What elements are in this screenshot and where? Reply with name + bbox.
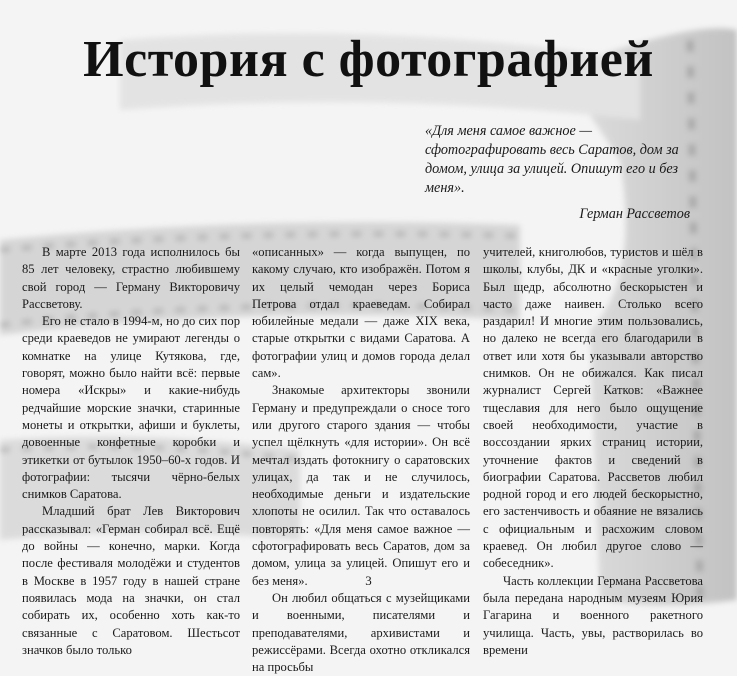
quote-text: «Для меня самое важное — сфотографировать весь Саратов, дом за домом, улица за улицей. Опишут его и без меня». (425, 123, 679, 196)
paragraph: В марте 2013 года исполнилось бы 85 лет человеку, страстно любившему свой город — Герману Викторовичу Рассветову. (22, 245, 240, 311)
page-number: 3 (365, 573, 372, 588)
epigraph-quote (425, 122, 690, 224)
paragraph: Его не стало в 1994-м, но до сих пор среди краеведов не умирают легенды о комнатке на улице Кутякова, где, говорят, можно было найти всё: первые номера «Искры» и какие-нибудь редчайшие морские значки, старинные монеты и открытки, афиши и буклеты, довоенные конфетные коробки и этикетки от бутылок 1950–60-х годов. И фотографии: тысячи чёрно-белых снимков Саратова. (22, 314, 240, 502)
paragraph: учителей, книголюбов, туристов и шёл в школы, клубы, ДК и «красные уголки». Был щедр, абсолютно бескорыстен и часто даже наивен. Столько всего раздарил! И многие этим пользовались, но далеко не всегда его благодарили в ответ или хотя бы указывали авторство снимков. Он не обижался. Как писал журналист Сергей Катков: «Важнее тщеславия для него было ощущение своей необходимости, участие в воссоздании ярких страниц истории, уточнение фактов и сведений в биографии Саратова. Рассветов любил родной город и его людей бескорыстно, его застенчивость и обаяние не вязались с официальным и расхожим словом краевед. Он любил другое слово — собеседник». (483, 245, 703, 571)
paragraph: Младший брат Лев Викторович рассказывал: «Герман собирал всё. Ещё до войны — конечно, марки. Когда после фестиваля молодёжи и студентов в Москве в 1957 году в нашей стране появилась мода на значки, он стал собирать их, особенно хоть как-то связанные с Саратовом. Шестьсот значков было только (22, 504, 240, 657)
text-column-1 (22, 244, 240, 659)
quote-author: Герман Рассветов (579, 206, 690, 222)
paragraph: «описанных» — когда выпущен, по какому случаю, кто изображён. Потом я их целый чемодан через Бориса Петрова отдал краеведам. Собирал юбилейные медали — даже XIX века, старые открытки с видами Саратова. А фотографии улиц и домов города делал сам». (252, 245, 470, 381)
text-column-2 (252, 244, 470, 676)
paragraph: Часть коллекции Германа Рассветова была передана народным музеям Юрия Гагарина и военного ракетного училища. Часть, увы, растворилась во времени (483, 573, 703, 657)
text-column-3 (483, 244, 703, 659)
paragraph: Знакомые архитекторы звонили Герману и предупреждали о сносе того или другого старого здания — чтобы успел щёлкнуть «для истории». Он всё мечтал издать фотокнигу о саратовских улицах, да так и не случилось, необходимые деньги и издательские хлопоты не осилил. Так что оставалось повторять: «Для меня самое важное — сфотографировать весь Саратов, дом за домом, улица за улицей. Опишут его и без меня». (252, 383, 470, 588)
paragraph: Он любил общаться с музейщиками и военными, писателями и преподавателями, архивистами и режиссёрами. Всегда охотно откликался на просьбы (252, 590, 470, 675)
page-title: История с фотографией (83, 31, 654, 88)
